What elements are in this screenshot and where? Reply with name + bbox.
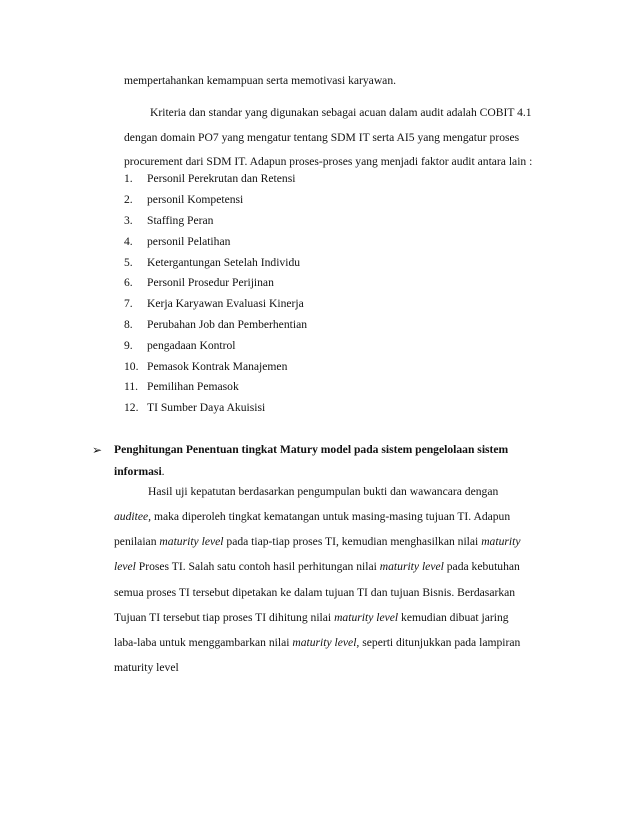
list-item — [124, 256, 300, 270]
list-number: 1. — [124, 172, 133, 185]
list-text: personil Kompetensi — [147, 193, 244, 206]
list-item — [124, 172, 295, 186]
body-line: maturity level — [114, 661, 179, 674]
list-text: pengadaan Kontrol — [147, 339, 236, 352]
list-number: 2. — [124, 193, 133, 206]
body-line: auditee, maka diperoleh tingkat kematangan untuk masing-masing tujuan TI. Adapun — [114, 510, 511, 523]
section-heading-line1: Penghitungan Penentuan tingkat Matury model pada sistem pengelolaan sistem — [114, 443, 509, 456]
list-number: 12. — [124, 401, 139, 414]
list-text: Personil Prosedur Perijinan — [147, 276, 274, 289]
list-number: 10. — [124, 360, 139, 373]
body-line: penilaian maturity level pada tiap-tiap proses TI, kemudian menghasilkan nilai maturity — [114, 535, 521, 548]
list-text: Personil Perekrutan dan Retensi — [147, 172, 296, 185]
paragraph-line: Kriteria dan standar yang digunakan sebagai acuan dalam audit adalah COBIT 4.1 — [150, 106, 532, 119]
list-item — [124, 214, 213, 228]
list-number: 8. — [124, 318, 133, 331]
list-number: 3. — [124, 214, 133, 227]
list-item — [124, 235, 230, 249]
paragraph-line: procurement dari SDM IT. Adapun proses-proses yang menjadi faktor audit antara lain : — [124, 155, 533, 168]
list-number: 9. — [124, 339, 133, 352]
section-heading — [114, 443, 562, 457]
list-text: Pemilihan Pemasok — [147, 380, 239, 393]
list-text: personil Pelatihan — [147, 235, 231, 248]
list-item — [124, 318, 307, 332]
list-text: Perubahan Job dan Pemberhentian — [147, 318, 308, 331]
list-item — [124, 360, 287, 374]
list-item — [124, 339, 236, 353]
body-line: Hasil uji kepatutan berdasarkan pengumpulan bukti dan wawancara dengan — [148, 485, 499, 498]
section-heading-line2: informasi. — [114, 465, 165, 478]
list-number: 6. — [124, 276, 133, 289]
list-number: 7. — [124, 297, 133, 310]
body-line: level Proses TI. Salah satu contoh hasil perhitungan nilai maturity level pada kebutuhan — [114, 560, 520, 573]
list-text: Ketergantungan Setelah Individu — [147, 256, 301, 269]
body-line: Tujuan TI tersebut tiap proses TI dihitung nilai maturity level kemudian dibuat jaring — [114, 611, 509, 624]
list-text: Staffing Peran — [147, 214, 214, 227]
body-line: semua proses TI tersebut dipetakan ke dalam tujuan TI dan tujuan Bisnis. Berdasarkan — [114, 586, 516, 599]
paragraph-line: dengan domain PO7 yang mengatur tentang SDM IT serta AI5 yang mengatur proses — [124, 131, 520, 144]
paragraph-line: mempertahankan kemampuan serta memotivasi karyawan. — [124, 74, 397, 87]
list-item — [124, 193, 243, 207]
list-number: 11. — [124, 380, 139, 393]
list-item — [124, 297, 304, 311]
list-number: 4. — [124, 235, 133, 248]
list-text: Kerja Karyawan Evaluasi Kinerja — [147, 297, 304, 310]
list-number: 5. — [124, 256, 133, 269]
arrow-bullet-icon: ➢ — [92, 443, 103, 457]
list-item — [124, 380, 239, 394]
list-text: Pemasok Kontrak Manajemen — [147, 360, 288, 373]
list-text: TI Sumber Daya Akuisisi — [147, 401, 266, 414]
body-line: laba-laba untuk menggambarkan nilai maturity level, seperti ditunjukkan pada lampiran — [114, 636, 521, 649]
list-item — [124, 276, 274, 290]
list-item — [124, 401, 265, 415]
